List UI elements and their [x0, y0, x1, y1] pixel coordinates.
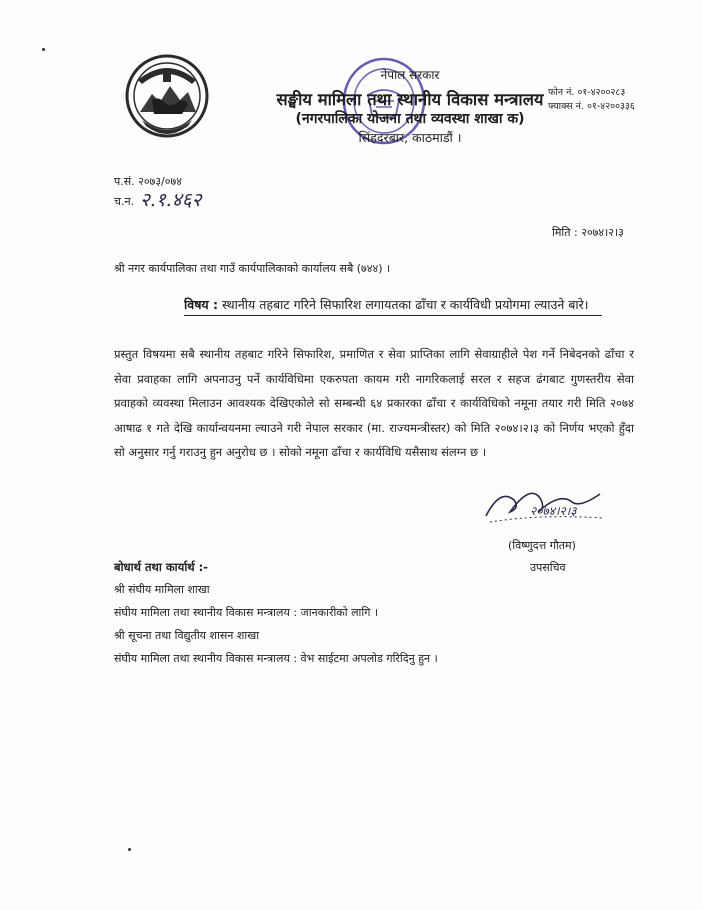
signatory-name: (विष्णुदत्त गौतम)	[508, 539, 576, 552]
letter-body: प्रस्तुत विषयमा सबै स्थानीय तहबाट गरिने सिफारिश, प्रमाणित र सेवा प्राप्तिका लागि सेवाग्राहीले पेश गर्ने निबेदनको ढाँचा र सेवा प्रवाहका लागि अपनाउनु पर्ने कार्यविधिमा एकरुपता कायम गरी नागरिकलाई सरल र सहज ढंगबाट गुणस्तरीय सेवा प्रवाहको व्यवस्था मिलाउन आवश्यक देखिएकोले सो सम्बन्धी ६४ प्रकारका ढाँचा र कार्यविधिको नमूना तयार गरी मिति २०७४ आषाढ १ गते देखि कार्यान्वयनमा ल्याउने गरी नेपाल सरकार (मा. राज्यमन्त्रीस्तर) को मिति २०७४।२।३ को निर्णय भएको हुँदा सो अनुसार गर्नु गराउनु हुन अनुरोध छ । सोको नमूना ढाँचा र कार्यविधि यसैसाथ संलग्न छ ।	[114, 347, 634, 459]
office-location: सिंहदरबार, काठमाडौं ।	[358, 130, 462, 145]
nepal-emblem-icon	[122, 50, 212, 142]
government-name: नेपाल सरकार	[380, 68, 440, 82]
letter-date: मिति : २०७४।२।३	[552, 226, 624, 239]
dispatch-number-handwritten: २.१.४६२	[140, 189, 202, 211]
margin-mark	[128, 848, 131, 851]
letter-reference-number: प.सं. २०७३/०७४	[114, 175, 182, 188]
subject-label: विषय :	[184, 297, 219, 312]
signatory-title: उपसचिव	[530, 561, 566, 574]
ministry-name: सङ्घीय मामिला तथा स्थानीय विकास मन्त्रालय	[276, 90, 544, 109]
fax-number: फ्याक्स नं. ०१-४२००३३६	[548, 101, 635, 112]
signature-date-handwritten: २०७४।२।३	[530, 504, 577, 518]
subject-line	[184, 295, 602, 316]
margin-mark	[42, 48, 45, 51]
dispatch-label: च.न.	[114, 195, 135, 208]
branch-name: (नगरपालिका योजना तथा व्यवस्था शाखा क)	[295, 111, 525, 127]
cc-item: श्री सूचना तथा विद्युतीय शासन शाखा	[114, 629, 260, 642]
subject-text: स्थानीय तहबाट गरिने सिफारिश लगायतका ढाँचा र कार्यविधी प्रयोगमा ल्याउने बारे।	[222, 297, 589, 312]
cc-item: संघीय मामिला तथा स्थानीय विकास मन्त्रालय : वेभ साईटमा अपलोड गरिदिनु हुन ।	[114, 652, 438, 665]
cc-item: श्री संघीय मामिला शाखा	[114, 583, 210, 596]
cc-heading: बोधार्थ तथा कार्यार्थ :-	[114, 560, 209, 574]
phone-number: फोन नं. ०१-४२००२८३	[548, 87, 626, 98]
cc-item: संघीय मामिला तथा स्थानीय विकास मन्त्रालय : जानकारीको लागि ।	[114, 606, 379, 619]
recipient-line: श्री नगर कार्यपालिका तथा गाउँ कार्यपालिकाको कार्यालय सबै (७४४) ।	[114, 262, 391, 275]
